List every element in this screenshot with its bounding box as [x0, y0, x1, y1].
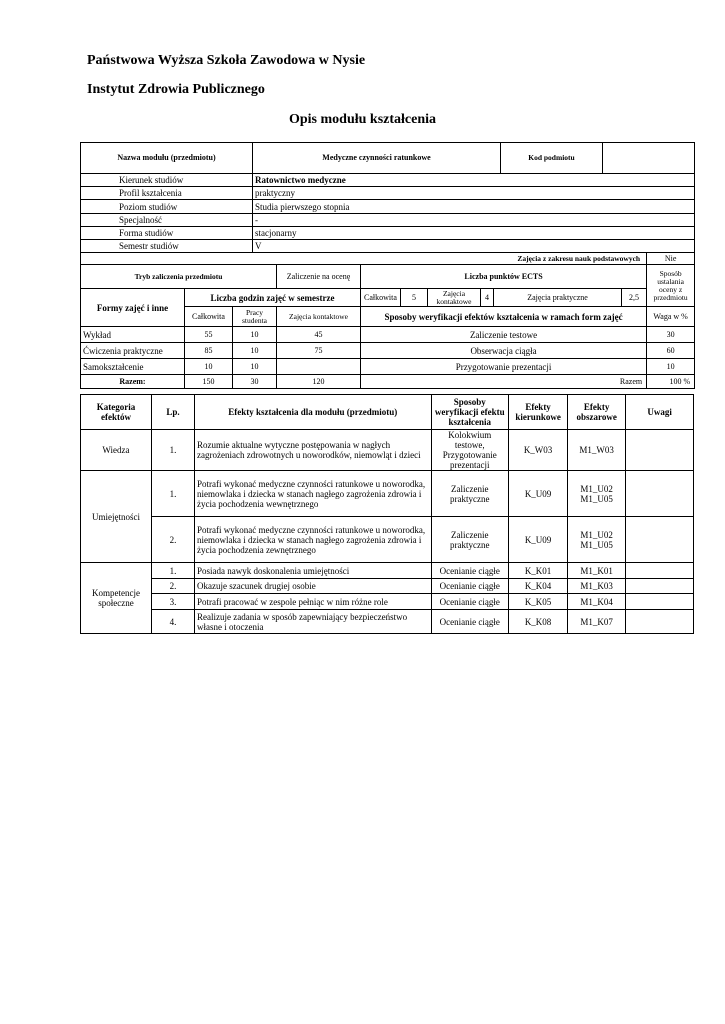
- totals-label: Razem:: [81, 375, 185, 389]
- effect-text: Potrafi wykonać medyczne czynności ratunkowe u noworodka, niemowlaka i dziecka w stanach nagłego zagrożenia zdrowia i życia pochodzenia zewnętrznego: [194, 517, 431, 563]
- effects-description-header: Efekty kształcenia dla modułu (przedmiotu): [194, 395, 431, 430]
- ects-practical-label: Zajęcia praktyczne: [494, 289, 622, 307]
- form-total: 85: [185, 343, 233, 359]
- effect-field: K_W03: [509, 430, 568, 471]
- institute-name: Instytut Zdrowia Publicznego: [87, 82, 265, 97]
- effect-notes: [626, 517, 694, 563]
- document-title: Opis modułu kształcenia: [288, 112, 437, 127]
- module-code-label: Kod podmiotu: [501, 143, 603, 174]
- effect-lp: 3.: [151, 594, 194, 610]
- effect-notes: [626, 563, 694, 579]
- effect-notes: [626, 579, 694, 594]
- effect-field: K_U09: [509, 517, 568, 563]
- effect-area-1: M1_U02: [580, 529, 613, 540]
- table-row: [81, 610, 694, 634]
- effect-lp: 1.: [151, 563, 194, 579]
- effect-area: M1_K03: [568, 579, 626, 594]
- form-student: 10: [233, 327, 277, 343]
- table-row: [81, 359, 695, 375]
- form-method: Zaliczenie testowe: [361, 327, 647, 343]
- effect-area-2: M1_U05: [580, 493, 613, 504]
- ects-contact-label: Zajęcia kontaktowe: [428, 289, 481, 307]
- info-value: -: [253, 214, 695, 227]
- effect-area: [568, 471, 626, 517]
- totals-student: 30: [233, 375, 277, 389]
- effects-notes-header: Uwagi: [626, 395, 694, 430]
- effect-notes: [626, 594, 694, 610]
- effect-text: Potrafi pracować w zespole pełniąc w nim różne role: [194, 594, 431, 610]
- verification-methods-label: Sposoby weryfikacji efektów kształcenia w ramach form zajęć: [361, 307, 647, 327]
- effect-lp: 4.: [151, 610, 194, 634]
- totals-contact: 120: [277, 375, 361, 389]
- table-row: [81, 563, 694, 579]
- effect-area-1: M1_U02: [580, 483, 613, 494]
- effect-area: M1_K01: [568, 563, 626, 579]
- totals-row: [81, 375, 695, 389]
- effect-method: Ocenianie ciągłe: [431, 610, 508, 634]
- forms-label: Formy zajęć i inne: [81, 289, 185, 327]
- info-label: Forma studiów: [81, 227, 253, 240]
- ects-total-label: Całkowita: [361, 289, 401, 307]
- effect-method: Ocenianie ciągłe: [431, 579, 508, 594]
- form-name: Ćwiczenia praktyczne: [81, 343, 185, 359]
- effect-text: Posiada nawyk doskonalenia umiejętności: [194, 563, 431, 579]
- info-value: praktyczny: [253, 187, 695, 200]
- form-weight: 60: [647, 343, 695, 359]
- form-student: 10: [233, 343, 277, 359]
- grading-method-label: Sposób ustalania oceny z przedmiotu: [647, 265, 695, 307]
- totals-sum-label: Razem: [361, 375, 647, 389]
- assessment-mode-label: Tryb zaliczenia przedmiotu: [81, 265, 277, 289]
- effects-methods-header: Sposoby weryfikacji efektu kształcenia: [431, 395, 508, 430]
- form-method: Obserwacja ciągła: [361, 343, 647, 359]
- weight-label: Waga w %: [647, 307, 695, 327]
- totals-sum-value: 100 %: [647, 375, 695, 389]
- ects-label: Liczba punktów ECTS: [361, 265, 647, 289]
- form-name: Wykład: [81, 327, 185, 343]
- effect-area: M1_K04: [568, 594, 626, 610]
- effect-method: Ocenianie ciągłe: [431, 563, 508, 579]
- effect-area-2: M1_U05: [580, 539, 613, 550]
- form-weight: 10: [647, 359, 695, 375]
- info-label: Poziom studiów: [81, 200, 253, 214]
- effect-area: M1_W03: [568, 430, 626, 471]
- form-total: 10: [185, 359, 233, 375]
- basic-sciences-value: Nie: [647, 253, 695, 265]
- forms-table: [80, 252, 695, 389]
- form-contact: 45: [277, 327, 361, 343]
- module-name-value: Medyczne czynności ratunkowe: [253, 143, 501, 174]
- effect-text: Realizuje zadania w sposób zapewniający bezpieczeństwo własne i otoczenia: [194, 610, 431, 634]
- table-row: [81, 343, 695, 359]
- effect-lp: 1.: [151, 430, 194, 471]
- table-row: [81, 579, 694, 594]
- info-label: Kierunek studiów: [81, 174, 253, 187]
- ects-total-value: 5: [401, 289, 428, 307]
- table-row: [81, 594, 694, 610]
- effect-lp: 2.: [151, 517, 194, 563]
- effect-method: Kolokwium testowe, Przygotowanie prezentacji: [431, 430, 508, 471]
- ects-practical-value: 2,5: [622, 289, 647, 307]
- info-value: V: [253, 240, 695, 253]
- effect-notes: [626, 430, 694, 471]
- effect-method: Ocenianie ciągłe: [431, 594, 508, 610]
- module-code-value: [603, 143, 695, 174]
- info-label: Semestr studiów: [81, 240, 253, 253]
- category-social: Kompetencje społeczne: [81, 563, 152, 634]
- module-name-label: Nazwa modułu (przedmiotu): [81, 143, 253, 174]
- table-row: [81, 430, 694, 471]
- form-contact: 75: [277, 343, 361, 359]
- info-value: stacjonarny: [253, 227, 695, 240]
- assessment-mode-value: Zaliczenie na ocenę: [277, 265, 361, 289]
- effect-area: M1_K07: [568, 610, 626, 634]
- effect-field: K_U09: [509, 471, 568, 517]
- effects-field-header: Efekty kierunkowe: [509, 395, 568, 430]
- effects-category-header: Kategoria efektów: [81, 395, 152, 430]
- table-row: [81, 327, 695, 343]
- category-knowledge: Wiedza: [81, 430, 152, 471]
- table-row: [81, 517, 694, 563]
- effects-area-header: Efekty obszarowe: [568, 395, 626, 430]
- info-label: Profil kształcenia: [81, 187, 253, 200]
- effect-field: K_K05: [509, 594, 568, 610]
- effect-notes: [626, 471, 694, 517]
- col-contact-label: Zajęcia kontaktowe: [277, 307, 361, 327]
- effect-method: Zaliczenie praktyczne: [431, 471, 508, 517]
- col-student-label: Pracy studenta: [233, 307, 277, 327]
- form-total: 55: [185, 327, 233, 343]
- effect-text: Potrafi wykonać medyczne czynności ratunkowe u noworodka, niemowlaka i dziecka w stanach nagłego zagrożenia zdrowia i życia pochodzenia wewnętrznego: [194, 471, 431, 517]
- category-skills: Umiejętności: [81, 471, 152, 563]
- module-info-table: [80, 142, 695, 253]
- effect-area: [568, 517, 626, 563]
- info-value: Ratownictwo medyczne: [253, 174, 695, 187]
- effect-text: Rozumie aktualne wytyczne postępowania w nagłych zagrożeniach zdrowotnych u noworodków, niemowląt i dzieci: [194, 430, 431, 471]
- totals-total: 150: [185, 375, 233, 389]
- school-name: Państwowa Wyższa Szkoła Zawodowa w Nysie: [87, 53, 366, 68]
- effects-table: [80, 394, 694, 634]
- effect-field: K_K01: [509, 563, 568, 579]
- table-row: [81, 471, 694, 517]
- info-value: Studia pierwszego stopnia: [253, 200, 695, 214]
- hours-label: Liczba godzin zajęć w semestrze: [185, 289, 361, 307]
- effect-lp: 1.: [151, 471, 194, 517]
- basic-sciences-label: Zajęcia z zakresu nauk podstawowych: [81, 253, 647, 265]
- ects-contact-value: 4: [481, 289, 494, 307]
- form-name: Samokształcenie: [81, 359, 185, 375]
- info-label: Specjalność: [81, 214, 253, 227]
- form-method: Przygotowanie prezentacji: [361, 359, 647, 375]
- effect-notes: [626, 610, 694, 634]
- effects-lp-header: Lp.: [151, 395, 194, 430]
- effect-method: Zaliczenie praktyczne: [431, 517, 508, 563]
- effect-text: Okazuje szacunek drugiej osobie: [194, 579, 431, 594]
- effect-field: K_K04: [509, 579, 568, 594]
- effect-lp: 2.: [151, 579, 194, 594]
- form-weight: 30: [647, 327, 695, 343]
- form-contact: [277, 359, 361, 375]
- col-total-label: Całkowita: [185, 307, 233, 327]
- form-student: 10: [233, 359, 277, 375]
- effect-field: K_K08: [509, 610, 568, 634]
